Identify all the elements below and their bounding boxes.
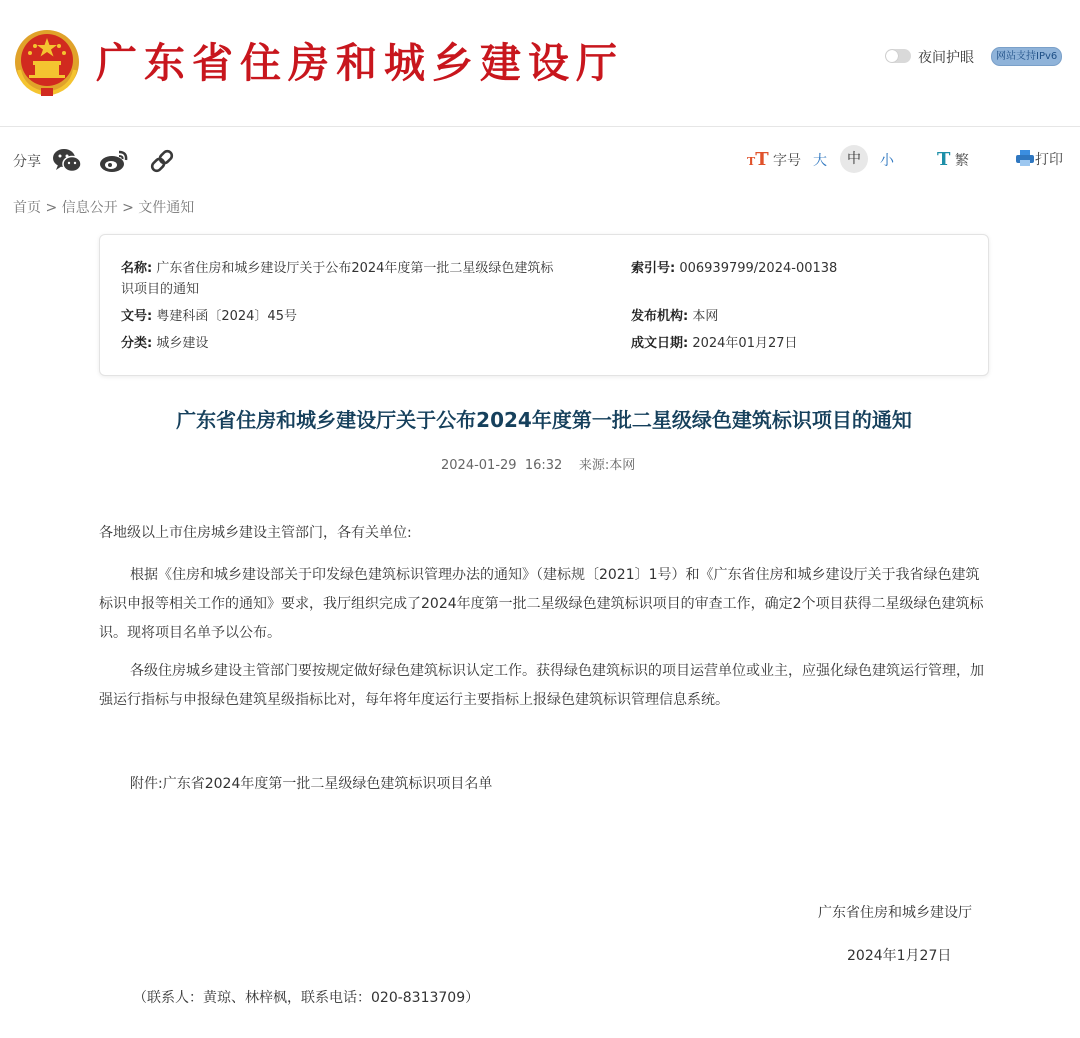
signature: 广东省住房和城乡建设厅 (818, 905, 972, 921)
breadcrumb-notices[interactable]: 文件通知 (138, 200, 195, 216)
site-header (0, 0, 1080, 127)
share-label: 分享 (13, 154, 41, 170)
paragraph-1: 根据《住房和城乡建设部关于印发绿色建筑标识管理办法的通知》（建标规〔2021〕1号）和《广东省住房和城乡建设厅关于我省绿色建筑标识申报等相关工作的通知》要求，我厅组织完成了2024年度第一批二星级绿色建筑标识项目的审查工作，确定2个项目获得二星级绿色建筑标识。现将项目名单予以公布。 (99, 567, 984, 641)
breadcrumb-info[interactable]: 信息公开 (61, 200, 118, 216)
info-index (631, 258, 837, 279)
breadcrumb-home[interactable]: 首页 (13, 200, 41, 216)
night-mode-label[interactable]: 夜间护眼 (918, 50, 974, 66)
print-button[interactable] (1015, 149, 1063, 169)
font-size-large-button[interactable]: 大 (813, 153, 827, 169)
info-name-value-line1: 广东省住房和城乡建设厅关于公布2024年度第一批二星级绿色建筑标 (156, 261, 554, 276)
sign-date: 2024年1月27日 (847, 948, 952, 964)
wechat-icon[interactable] (52, 147, 82, 175)
info-category (121, 333, 208, 354)
font-size-label: 字号 (773, 153, 802, 169)
font-size-control (747, 149, 801, 170)
info-name-key: 名称: (121, 261, 153, 276)
breadcrumb-separator: > (122, 200, 134, 216)
article-title: 广东省住房和城乡建设厅关于公布2024年度第一批二星级绿色建筑标识项目的通知 (176, 408, 912, 432)
info-doc-no-key: 文号: (121, 309, 153, 324)
publish-time: 2024-01-29 16:32 (441, 458, 563, 473)
breadcrumb (13, 197, 194, 217)
breadcrumb-separator: > (45, 200, 58, 216)
paragraph-2: 各级住房城乡建设主管部门要按规定做好绿色建筑标识认定工作。获得绿色建筑标识的项目运营单位或业主，应强化绿色建筑运行管理，加强运行指标与申报绿色建筑星级指标比对，每年将年度运行主要指标上报绿色建筑标识管理信息系统。 (99, 663, 984, 708)
traditional-icon: T (937, 149, 951, 170)
font-size-icon: TT (747, 149, 769, 170)
info-index-key: 索引号: (631, 261, 676, 276)
night-mode-toggle[interactable] (885, 49, 911, 63)
weibo-icon[interactable] (99, 147, 129, 175)
traditional-chinese-button[interactable] (937, 149, 969, 170)
national-emblem-icon (13, 28, 81, 98)
printer-icon (1015, 149, 1035, 167)
contact-info: （联系人：黄琼、林梓枫，联系电话：020-8313709） (133, 990, 480, 1006)
site-title[interactable]: 广东省住房和城乡建设厅 (96, 39, 624, 87)
print-label: 打印 (1035, 152, 1063, 168)
attachment-link[interactable]: 附件:广东省2024年度第一批二星级绿色建筑标识项目名单 (130, 776, 493, 792)
info-doc-no (121, 306, 297, 327)
info-publisher-key: 发布机构: (631, 309, 689, 324)
info-index-value: 006939799/2024-00138 (679, 261, 838, 276)
info-publisher (631, 306, 718, 327)
salutation: 各地级以上市住房城乡建设主管部门，各有关单位: (99, 525, 412, 541)
info-category-key: 分类: (121, 336, 153, 351)
info-date (631, 333, 798, 354)
info-category-value: 城乡建设 (156, 336, 209, 351)
info-date-value: 2024年01月27日 (692, 336, 798, 351)
font-size-medium-button[interactable]: 中 (840, 145, 868, 173)
info-name-value-line2: 识项目的通知 (121, 282, 200, 297)
traditional-label: 繁 (954, 153, 969, 169)
info-date-key: 成文日期: (631, 336, 689, 351)
article-source: 来源:本网 (578, 458, 636, 473)
ipv6-badge: 网站支持IPv6 (991, 47, 1062, 66)
article-meta (441, 454, 635, 473)
info-name (121, 258, 611, 300)
info-publisher-value: 本网 (692, 309, 719, 324)
link-icon[interactable] (147, 147, 177, 175)
info-doc-no-value: 粤建科函〔2024〕45号 (156, 309, 297, 324)
document-info-card (99, 234, 989, 376)
font-size-small-button[interactable]: 小 (880, 153, 894, 169)
